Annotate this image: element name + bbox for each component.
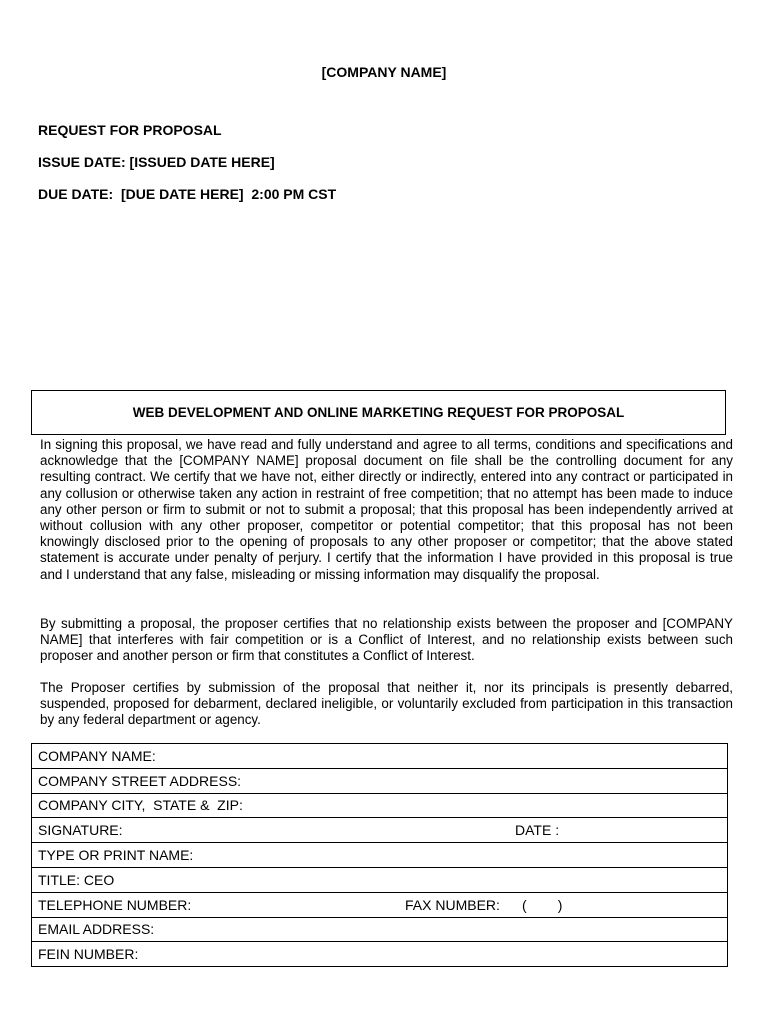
fein-label: FEIN NUMBER:	[38, 946, 139, 963]
form-row-signature	[32, 818, 728, 843]
print-name-field[interactable]	[32, 843, 728, 868]
street-address-label: COMPANY STREET ADDRESS:	[38, 772, 242, 789]
debarment-paragraph: The Proposer certifies by submission of the proposal that neither it, nor its principals is presently debarred, suspended, proposed for debarment, declared ineligible, or voluntarily excluded from participation in this transaction by any federal department or agency.	[40, 680, 733, 728]
title-label: TITLE: CEO	[38, 871, 115, 888]
signature-label: SIGNATURE:	[38, 822, 123, 839]
email-field[interactable]	[32, 917, 728, 942]
fein-field[interactable]	[32, 942, 728, 967]
form-row-print-name	[32, 843, 728, 868]
form-row-email	[32, 917, 728, 942]
company-name-field[interactable]	[32, 744, 728, 769]
street-address-field[interactable]	[32, 768, 728, 793]
date-label: DATE :	[515, 822, 560, 839]
telephone-label: TELEPHONE NUMBER:	[38, 896, 192, 913]
telephone-field[interactable]	[32, 892, 728, 917]
due-date: DUE DATE: [DUE DATE HERE] 2:00 PM CST	[38, 186, 337, 202]
document-type: REQUEST FOR PROPOSAL	[38, 122, 222, 138]
form-row-city-state-zip	[32, 793, 728, 818]
form-row-telephone	[32, 892, 728, 917]
company-name-label: COMPANY NAME:	[38, 747, 156, 764]
form-row-title	[32, 867, 728, 892]
rfp-title: WEB DEVELOPMENT AND ONLINE MARKETING REQUEST FOR PROPOSAL	[132, 405, 625, 420]
city-state-zip-field[interactable]	[32, 793, 728, 818]
issue-date: ISSUE DATE: [ISSUED DATE HERE]	[38, 154, 275, 170]
conflict-of-interest-paragraph: By submitting a proposal, the proposer certifies that no relationship exists between the proposer and [COMPANY NAME] that interferes with fair competition or is a Conflict of Interest, and no relationship exists between such proposer and another person or firm that constitutes a Conflict of Interest.	[40, 616, 733, 664]
company-name-heading: [COMPANY NAME]	[321, 64, 447, 80]
signature-field[interactable]	[32, 818, 728, 843]
rfp-title-box	[31, 390, 726, 435]
fax-label: FAX NUMBER:	[405, 896, 500, 913]
form-row-street-address	[32, 768, 728, 793]
proposer-info-form	[31, 743, 728, 967]
form-row-company-name	[32, 744, 728, 769]
city-state-zip-label: COMPANY CITY, STATE & ZIP:	[38, 797, 243, 814]
title-field[interactable]	[32, 867, 728, 892]
form-row-fein	[32, 942, 728, 967]
fax-area-code-blank: ( )	[522, 896, 563, 913]
email-label: EMAIL ADDRESS:	[38, 921, 155, 938]
certification-paragraph: In signing this proposal, we have read and fully understand and agree to all terms, conditions and specifications and acknowledge that the [COMPANY NAME] proposal document on file shall be the controlling document for any resulting contract. We certify that we have not, either directly or indirectly, entered into any contract or participated in any collusion or otherwise taken any action in restraint of free competition; that no attempt has been made to induce any other person or firm to submit or not to submit a proposal; that this proposal has been independently arrived at without collusion with any other proposer, competitor or potential competitor; that this proposal has not been knowingly disclosed prior to the opening of proposals to any other proposer or competitor; that the above stated statement is accurate under penalty of perjury. I certify that the information I have provided in this proposal is true and I understand that any false, misleading or missing information may disqualify the proposal.	[40, 437, 733, 582]
print-name-label: TYPE OR PRINT NAME:	[38, 847, 194, 864]
